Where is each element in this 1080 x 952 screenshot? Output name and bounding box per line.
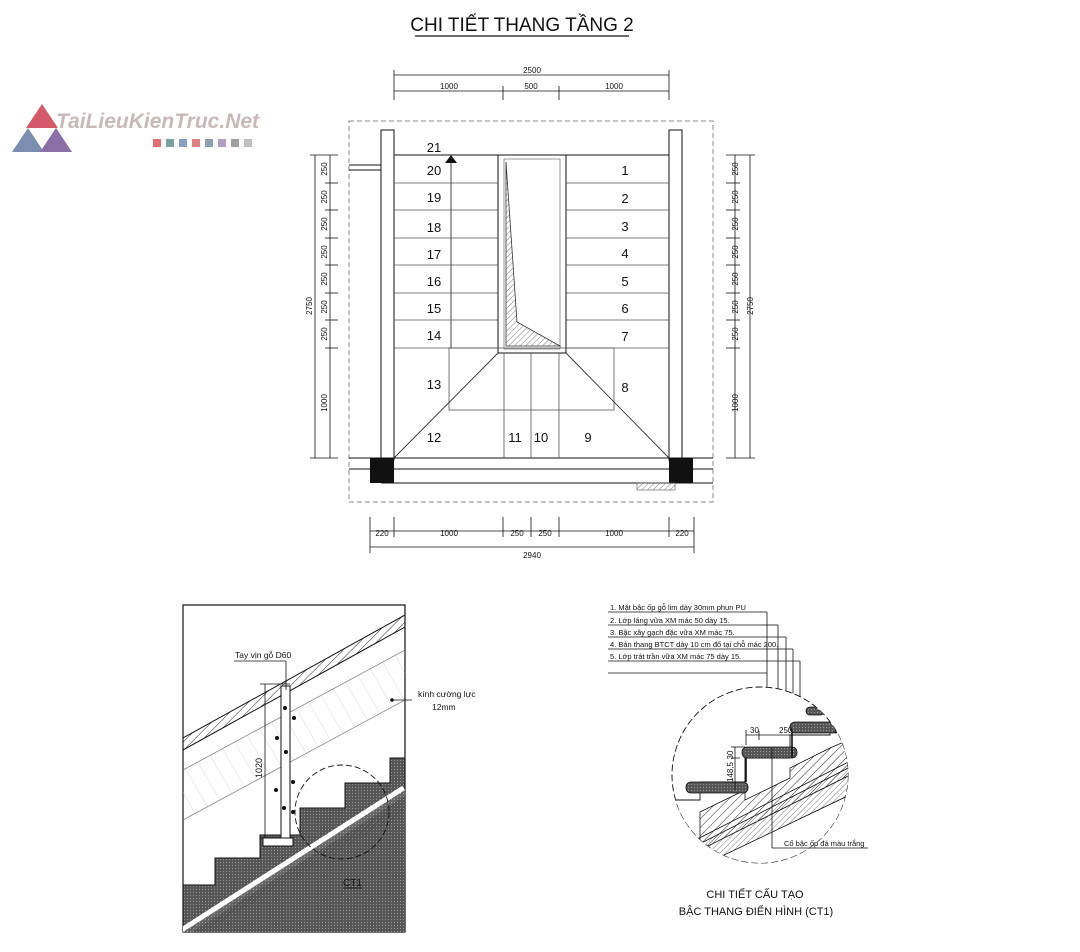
dim-right-step-7: 250: [731, 327, 740, 341]
dim-top-2: 500: [524, 82, 538, 91]
watermark-text: TaiLieuKienTruc.Net: [56, 110, 260, 133]
dim-right-step-3: 250: [731, 217, 740, 231]
left-wall: [381, 130, 394, 460]
step-number-19: 19: [426, 190, 442, 205]
note-5: 5. Lớp trát trần vữa XM mác 75 dày 15.: [610, 652, 742, 661]
step-number-13: 13: [426, 377, 442, 392]
dim-left-step-7: 250: [320, 327, 329, 341]
dim-left-total: 2750: [305, 297, 314, 315]
column-left: [370, 458, 394, 483]
dim-right-step-5: 250: [731, 272, 740, 286]
detail-reference: CT1: [343, 878, 362, 889]
step-detail: [608, 603, 868, 918]
dim-left-step-2: 250: [320, 190, 329, 204]
dim-left-landing: 1000: [320, 394, 329, 412]
dim-right-step-1: 250: [731, 162, 740, 176]
watermark-logo: [12, 104, 260, 152]
handrail-hatch: [506, 162, 560, 346]
dim-top-1: 1000: [440, 82, 458, 91]
step-number-17: 17: [426, 247, 442, 262]
dim-top-3: 1000: [605, 82, 623, 91]
column-right: [669, 458, 693, 483]
baluster-base: [263, 838, 293, 846]
detail-caption-2: BẬC THANG ĐIỂN HÌNH (CT1): [678, 906, 834, 918]
step-number-9: 9: [584, 430, 592, 445]
glass-label: kính cường lực: [418, 689, 476, 699]
detail-caption-1: CHI TIẾT CẤU TẠO: [706, 889, 804, 901]
dim-right-step-4: 250: [731, 245, 740, 259]
step-number-2: 2: [621, 191, 629, 206]
step-number-8: 8: [621, 380, 629, 395]
stair-plan: [305, 66, 755, 560]
dim-right-step-2: 250: [731, 190, 740, 204]
dim-right-landing: 1000: [731, 394, 740, 412]
dim-148: 148,5: [726, 761, 735, 783]
dim-left-step-1: 250: [320, 162, 329, 176]
dim-right-total: 2750: [746, 297, 755, 315]
step-number-21: 21: [426, 140, 442, 155]
dim-bottom-2: 1000: [440, 529, 458, 538]
step-number-10: 10: [533, 430, 549, 445]
note-4: 4. Bản thang BTCT dày 10 cm đổ tại chỗ mác 200.: [610, 640, 779, 649]
glass-thickness: 12mm: [432, 702, 456, 712]
dim-bottom-3: 250: [510, 529, 524, 538]
step-number-4: 4: [621, 246, 629, 261]
dim-left-step-6: 250: [320, 300, 329, 314]
step-number-7: 7: [621, 329, 629, 344]
dim-bottom-6: 220: [675, 529, 689, 538]
dim-250: 250: [779, 726, 793, 735]
handrail-section: [183, 605, 476, 944]
step-number-14: 14: [426, 328, 442, 343]
dim-30-vertical: 30: [726, 750, 735, 760]
dim-bottom-4: 250: [538, 529, 552, 538]
dim-bottom-5: 1000: [605, 529, 623, 538]
note-1: 1. Mặt bậc ốp gỗ lim dày 30mm phun PU: [610, 603, 746, 612]
step-number-1: 1: [621, 163, 629, 178]
note-3: 3. Bậc xây gạch đặc vữa XM mác 75.: [610, 628, 735, 637]
step-number-11: 11: [508, 430, 522, 445]
note-2: 2. Lớp láng vữa XM mác 50 dày 15.: [610, 616, 730, 625]
threshold: [637, 483, 675, 490]
dim-top-total: 2500: [523, 66, 541, 75]
step-number-16: 16: [426, 274, 442, 289]
step-number-12: 12: [426, 430, 442, 445]
step-number-20: 20: [426, 163, 442, 178]
step-number-3: 3: [621, 219, 629, 234]
dim-bottom-1: 220: [375, 529, 389, 538]
step-number-15: 15: [426, 301, 442, 316]
right-wall: [669, 130, 682, 460]
page-title: CHI TIẾT THANG TẦNG 2: [410, 15, 634, 36]
dim-left-step-4: 250: [320, 245, 329, 259]
handrail-label: Tay vịn gỗ D60: [235, 650, 292, 660]
dim-bottom-total: 2940: [523, 551, 541, 560]
dim-left-step-5: 250: [320, 272, 329, 286]
step-number-5: 5: [621, 274, 629, 289]
step-number-6: 6: [621, 301, 629, 316]
step-number-18: 18: [426, 220, 442, 235]
dim-right-step-6: 250: [731, 300, 740, 314]
dim-30-horizontal: 30: [750, 726, 759, 735]
dim-left-step-3: 250: [320, 217, 329, 231]
skirting-label: Cổ bậc ốp đá màu trắng: [784, 839, 865, 848]
direction-arrow-icon: [445, 155, 457, 163]
height-dimension: 1020: [254, 757, 264, 779]
